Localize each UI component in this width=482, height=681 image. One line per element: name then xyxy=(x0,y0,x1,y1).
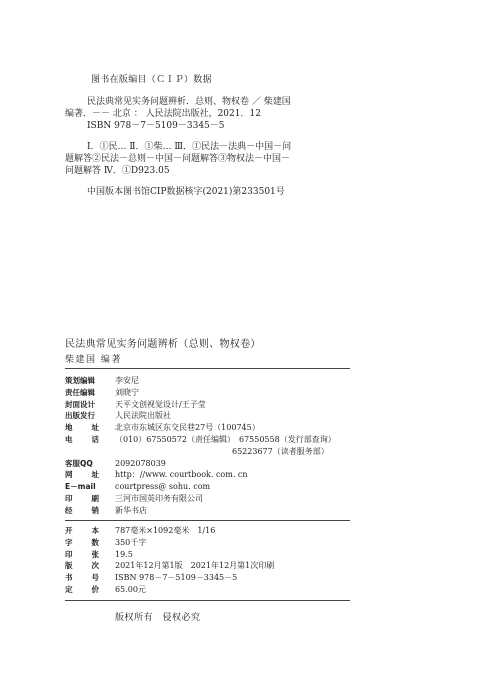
spec-value: 787毫米×1092毫米 1/16 xyxy=(115,526,216,535)
info-row xyxy=(65,422,365,434)
info-value: 2092078039 xyxy=(115,458,166,468)
spec-label: 字数 xyxy=(65,537,99,547)
info-value: 三河市国英印务有限公司 xyxy=(115,493,203,503)
spec-row xyxy=(65,549,365,561)
info-label: 印刷 xyxy=(65,493,99,503)
book-title: 民法典常见实务问题辨析（总则、物权卷） xyxy=(65,339,261,350)
cip-entry-line: 民法典常见实务问题辨析．总则、物权卷 ／ 柴建国 xyxy=(87,97,291,107)
info-row xyxy=(65,493,365,505)
spec-row xyxy=(65,537,365,549)
info-value: 新华书店 xyxy=(115,505,147,515)
info-value: （010）67550572（责任编辑） 67550558（发行部查询） xyxy=(115,434,336,444)
info-label xyxy=(65,446,115,458)
info-value: 65223677（读者服务部） xyxy=(232,446,329,456)
spec-info xyxy=(65,525,365,596)
spec-value: 2021年12月第1版 2021年12月第1次印刷 xyxy=(115,561,275,571)
info-value: 北京市东城区东交民巷27号（100745） xyxy=(115,423,260,433)
info-row xyxy=(65,481,365,493)
spec-row xyxy=(65,525,365,537)
spec-label: 定价 xyxy=(65,584,99,594)
info-value: http：//www. courtbook. com. cn xyxy=(115,470,248,480)
spec-label: 开本 xyxy=(65,526,99,535)
info-label: 封面设计 xyxy=(65,399,95,409)
info-row xyxy=(65,399,365,411)
cip-isbn: ISBN 978－7－5109－3345－5 xyxy=(87,121,225,131)
info-row xyxy=(65,446,365,458)
divider xyxy=(65,368,350,369)
spec-value: 350千字 xyxy=(115,537,147,547)
spec-value: 65.00元 xyxy=(115,584,146,594)
cip-subject-line: Ⅰ．①民… Ⅱ．①柴… Ⅲ．①民法－法典－中国－问 xyxy=(87,142,292,152)
info-row xyxy=(65,505,365,517)
info-label: E－mail xyxy=(65,482,96,492)
info-label: 地址 xyxy=(65,423,99,433)
info-row xyxy=(65,375,365,387)
divider xyxy=(65,520,350,521)
info-value: courtpress@ sohu. com xyxy=(115,482,211,492)
info-value: 刘晓宁 xyxy=(115,387,139,397)
spec-label: 书号 xyxy=(65,573,99,583)
info-value: 人民法院出版社 xyxy=(115,411,171,421)
info-row xyxy=(65,387,365,399)
info-label: 网址 xyxy=(65,470,99,480)
info-row xyxy=(65,458,365,470)
editorial-info xyxy=(65,375,365,517)
book-author: 柴建国 编著 xyxy=(65,355,122,365)
cip-record xyxy=(65,96,445,198)
info-row xyxy=(65,434,365,446)
info-label: 策划编辑 xyxy=(65,376,95,385)
cip-entry-line: 编著．－－ 北京 ： 人民法院出版社，2021．12 xyxy=(65,109,261,119)
info-label: 经销 xyxy=(65,505,99,515)
info-label: 责任编辑 xyxy=(65,387,95,397)
info-row xyxy=(65,410,365,422)
cip-subject-line: 题解答②民法－总则－中国－问题解答③物权法－中国－ xyxy=(65,154,291,164)
spec-label: 印张 xyxy=(65,549,99,559)
cip-heading: 图书在版编目（ＣＩＰ）数据 xyxy=(91,75,212,85)
divider xyxy=(65,600,350,601)
info-label: 客服QQ xyxy=(65,458,93,468)
spec-label: 版次 xyxy=(65,561,99,571)
copyright-notice: 版权所有 侵权必究 xyxy=(115,613,201,623)
info-row xyxy=(65,469,365,481)
cip-subject-line: 问题解答 Ⅳ．①D923.05 xyxy=(65,166,170,176)
cip-number: 中国版本图书馆CIP数据核字(2021)第233501号 xyxy=(87,187,285,197)
spec-row xyxy=(65,572,365,584)
spec-row xyxy=(65,560,365,572)
info-value: 李安尼 xyxy=(115,376,139,385)
info-value: 天平文创视觉设计/王子莹 xyxy=(115,399,206,409)
info-label: 出版发行 xyxy=(65,411,95,421)
spec-value: 19.5 xyxy=(115,549,133,559)
spec-value: ISBN 978－7－5109－3345－5 xyxy=(115,573,238,583)
spec-row xyxy=(65,584,365,596)
info-label: 电话 xyxy=(65,434,99,444)
